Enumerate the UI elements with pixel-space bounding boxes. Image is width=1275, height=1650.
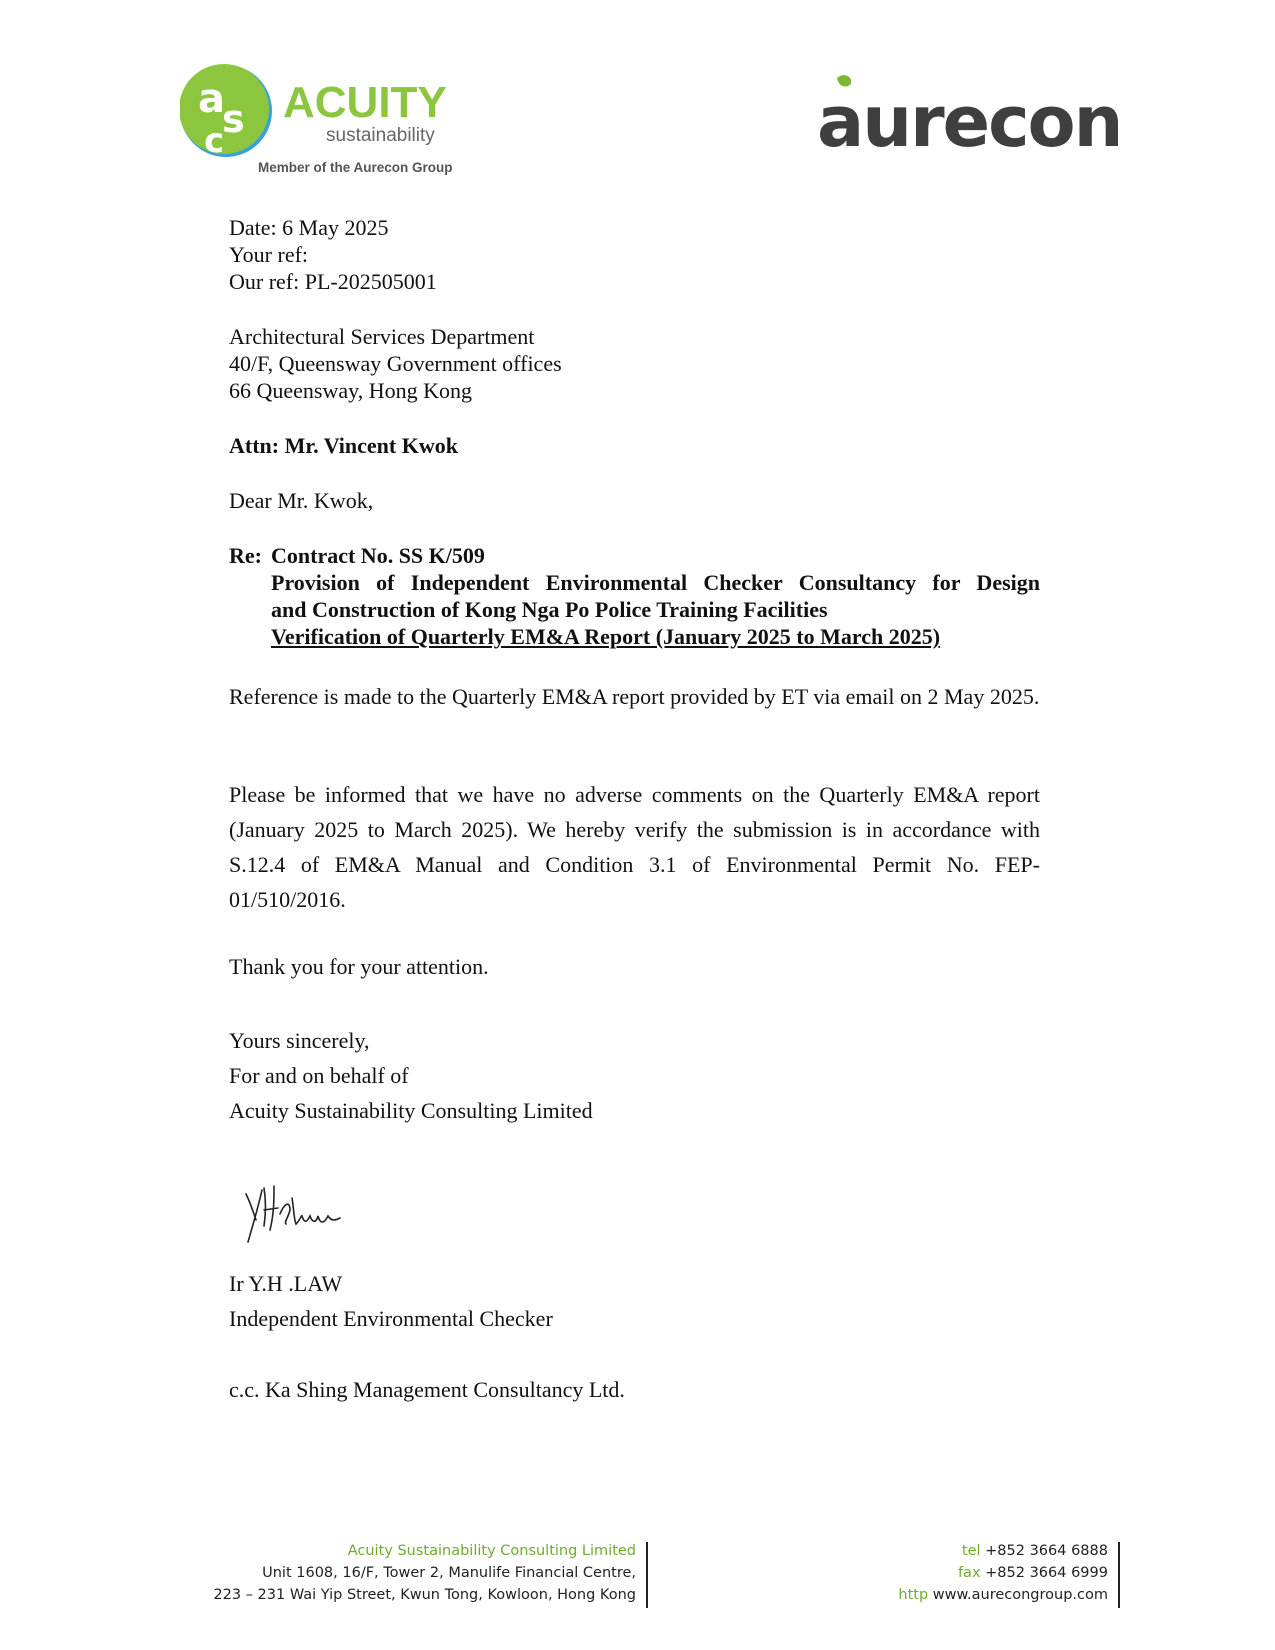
paragraph-thanks: Thank you for your attention. bbox=[229, 954, 489, 979]
paragraph-verification: Please be informed that we have no adverse comments on the Quarterly EM&A report (January 2025 to March 2025). We hereby verify the submission is in accordance with S.12.4 of EM&A Manual and Condition 3.1 of Environmental Permit No. FEP-01/510/2016. bbox=[229, 782, 1040, 912]
your-ref-line: Your ref: bbox=[229, 242, 309, 267]
tel-value: +852 3664 6888 bbox=[985, 1543, 1108, 1559]
subject-line: Provision of Independent Environmental Checker Consultancy for Design bbox=[271, 570, 1040, 595]
signer-block bbox=[229, 1266, 553, 1336]
footer-fax bbox=[898, 1562, 1108, 1584]
svg-text:sustainability: sustainability bbox=[326, 125, 435, 146]
signature bbox=[240, 1180, 360, 1250]
subject-line: Verification of Quarterly EM&A Report (January 2025 to March 2025) bbox=[271, 624, 941, 649]
recipient-address bbox=[229, 323, 562, 404]
date-line: Date: 6 May 2025 bbox=[229, 215, 389, 240]
svg-text:Member of the Aurecon Group: Member of the Aurecon Group bbox=[258, 160, 453, 175]
footer-divider bbox=[1118, 1542, 1120, 1608]
fax-value: +852 3664 6999 bbox=[985, 1565, 1108, 1581]
svg-text:s: s bbox=[222, 97, 245, 141]
closing-line: Acuity Sustainability Consulting Limited bbox=[229, 1098, 593, 1123]
svg-text:ACUITY: ACUITY bbox=[283, 78, 447, 127]
svg-text:a: a bbox=[198, 76, 225, 122]
salutation: Dear Mr. Kwok, bbox=[229, 488, 374, 513]
closing-line: For and on behalf of bbox=[229, 1063, 409, 1088]
paragraph-reference: Reference is made to the Quarterly EM&A report provided by ET via email on 2 May 2025. bbox=[229, 684, 1040, 709]
footer-address bbox=[213, 1540, 636, 1606]
closing-block bbox=[229, 1023, 593, 1128]
footer-tel bbox=[898, 1540, 1108, 1562]
re-label: Re: bbox=[229, 543, 262, 568]
footer-company: Acuity Sustainability Consulting Limited bbox=[347, 1543, 636, 1559]
web-link[interactable]: www.aurecongroup.com bbox=[932, 1587, 1108, 1603]
footer-address-line: 223 – 231 Wai Yip Street, Kwun Tong, Kowloon, Hong Kong bbox=[213, 1587, 636, 1603]
svg-text:aurecon: aurecon bbox=[817, 81, 1122, 154]
svg-text:c: c bbox=[204, 121, 225, 161]
attention-line: Attn: Mr. Vincent Kwok bbox=[229, 433, 458, 458]
address-line: Architectural Services Department bbox=[229, 324, 535, 349]
signer-title: Independent Environmental Checker bbox=[229, 1306, 553, 1331]
signer-name: Ir Y.H .LAW bbox=[229, 1271, 343, 1296]
address-line: 66 Queensway, Hong Kong bbox=[229, 378, 472, 403]
cc-line: c.c. Ka Shing Management Consultancy Ltd. bbox=[229, 1377, 625, 1402]
subject-line: Contract No. SS K/509 bbox=[271, 543, 485, 568]
http-label: http bbox=[898, 1587, 929, 1603]
address-line: 40/F, Queensway Government offices bbox=[229, 351, 562, 376]
footer-address-line: Unit 1608, 16/F, Tower 2, Manulife Financial Centre, bbox=[262, 1565, 636, 1581]
tel-label: tel bbox=[961, 1543, 981, 1559]
footer-divider bbox=[646, 1542, 648, 1608]
closing-line: Yours sincerely, bbox=[229, 1028, 370, 1053]
footer-contact bbox=[898, 1540, 1108, 1606]
footer-web bbox=[898, 1584, 1108, 1606]
subject-line: and Construction of Kong Nga Po Police Training Facilities bbox=[271, 597, 828, 622]
subject-block bbox=[271, 542, 1040, 650]
our-ref-line: Our ref: PL-202505001 bbox=[229, 269, 437, 294]
acuity-logo bbox=[180, 64, 470, 179]
aurecon-logo bbox=[817, 74, 1137, 154]
fax-label: fax bbox=[957, 1565, 981, 1581]
reference-block bbox=[229, 214, 437, 295]
